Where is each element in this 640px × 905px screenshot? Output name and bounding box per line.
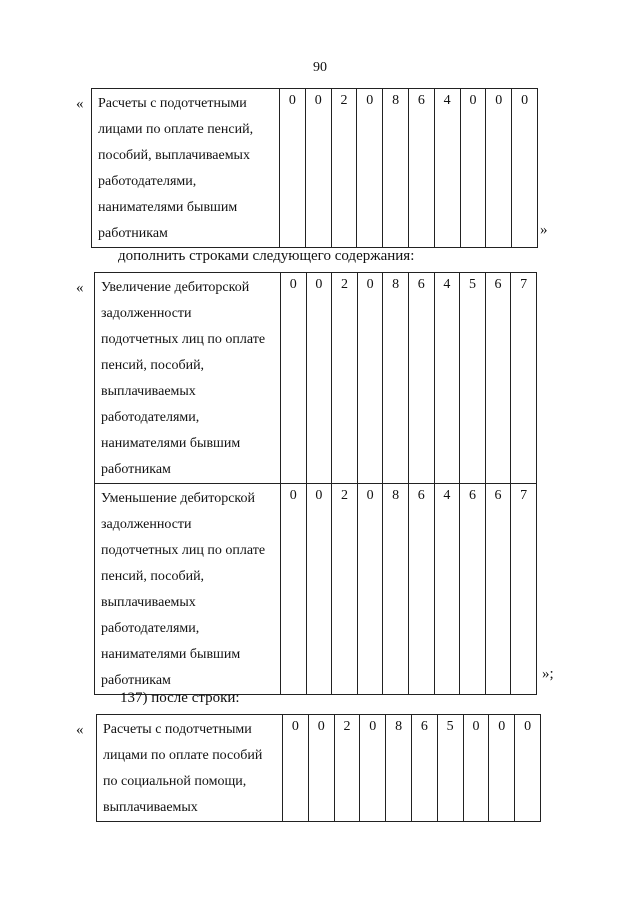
code-digit: 0 <box>306 484 332 695</box>
code-digit: 2 <box>332 273 358 484</box>
code-digit: 2 <box>334 715 360 822</box>
opening-quote: « <box>76 722 84 738</box>
instruction-text: дополнить строками следующего содержания: <box>118 248 415 264</box>
label-line: нанимателями бывшим <box>101 647 241 662</box>
label-line: задолженности <box>101 306 192 321</box>
code-digit: 0 <box>486 89 512 248</box>
opening-quote: « <box>76 280 84 296</box>
label-line: пенсий, пособий, <box>101 358 205 373</box>
code-digit: 0 <box>489 715 515 822</box>
code-digit: 0 <box>281 273 307 484</box>
code-digit: 6 <box>485 484 511 695</box>
code-digit: 2 <box>332 484 358 695</box>
code-digit: 0 <box>283 715 309 822</box>
code-digit: 4 <box>434 484 460 695</box>
label-line: по социальной помощи, <box>103 774 247 789</box>
table-row <box>97 715 541 822</box>
label-line: лицами по оплате пособий <box>103 748 263 763</box>
code-digit: 2 <box>331 89 357 248</box>
label-line: работникам <box>101 462 171 477</box>
code-digit: 0 <box>308 715 334 822</box>
label-line: работодателями, <box>98 174 197 189</box>
closing-quote: » <box>540 222 548 238</box>
code-digit: 0 <box>357 89 383 248</box>
code-digit: 5 <box>460 273 486 484</box>
code-digit: 6 <box>411 715 437 822</box>
account-code-table-1 <box>91 88 538 248</box>
code-digit: 6 <box>408 273 434 484</box>
code-digit: 7 <box>511 484 537 695</box>
label-line: выплачиваемых <box>101 595 196 610</box>
label-line: Расчеты с подотчетными <box>103 722 252 737</box>
label-line: пособий, выплачиваемых <box>98 148 250 163</box>
code-digit: 8 <box>383 273 409 484</box>
code-digit: 6 <box>485 273 511 484</box>
label-line: Расчеты с подотчетными <box>98 96 247 111</box>
label-line: работодателями, <box>101 621 200 636</box>
page-number: 90 <box>313 60 327 75</box>
code-digit: 0 <box>357 273 383 484</box>
label-line: работодателями, <box>101 410 200 425</box>
code-digit: 0 <box>360 715 386 822</box>
row-label <box>92 89 280 248</box>
label-line: выплачиваемых <box>101 384 196 399</box>
code-digit: 8 <box>383 484 409 695</box>
code-digit: 0 <box>460 89 486 248</box>
label-line: подотчетных лиц по оплате <box>101 543 266 558</box>
code-digit: 5 <box>437 715 463 822</box>
label-line: подотчетных лиц по оплате <box>101 332 266 347</box>
instruction-text: 137) после строки: <box>120 690 240 706</box>
code-digit: 0 <box>280 89 306 248</box>
label-line: работникам <box>101 673 171 688</box>
table-row <box>95 273 537 484</box>
row-label <box>95 273 281 484</box>
opening-quote: « <box>76 96 84 112</box>
code-digit: 4 <box>434 273 460 484</box>
code-digit: 0 <box>357 484 383 695</box>
row-label <box>95 484 281 695</box>
code-digit: 8 <box>383 89 409 248</box>
closing-quote: »; <box>542 666 554 682</box>
code-digit: 0 <box>305 89 331 248</box>
label-line: лицами по оплате пенсий, <box>98 122 254 137</box>
label-line: задолженности <box>101 517 192 532</box>
label-line: нанимателями бывшим <box>101 436 241 451</box>
table-row <box>95 484 537 695</box>
label-line: пенсий, пособий, <box>101 569 205 584</box>
code-digit: 6 <box>460 484 486 695</box>
code-digit: 7 <box>511 273 537 484</box>
label-line: Увеличение дебиторской <box>101 280 250 295</box>
code-digit: 6 <box>408 484 434 695</box>
table-row <box>92 89 538 248</box>
label-line: Уменьшение дебиторской <box>101 491 256 506</box>
code-digit: 0 <box>281 484 307 695</box>
account-code-table-3 <box>96 714 541 822</box>
code-digit: 8 <box>386 715 412 822</box>
label-line: выплачиваемых <box>103 800 198 815</box>
code-digit: 6 <box>408 89 434 248</box>
code-digit: 4 <box>434 89 460 248</box>
code-digit: 0 <box>515 715 541 822</box>
row-label <box>97 715 283 822</box>
label-line: работникам <box>98 226 168 241</box>
label-line: нанимателями бывшим <box>98 200 238 215</box>
account-code-table-2 <box>94 272 537 695</box>
code-digit: 0 <box>512 89 538 248</box>
code-digit: 0 <box>306 273 332 484</box>
code-digit: 0 <box>463 715 489 822</box>
